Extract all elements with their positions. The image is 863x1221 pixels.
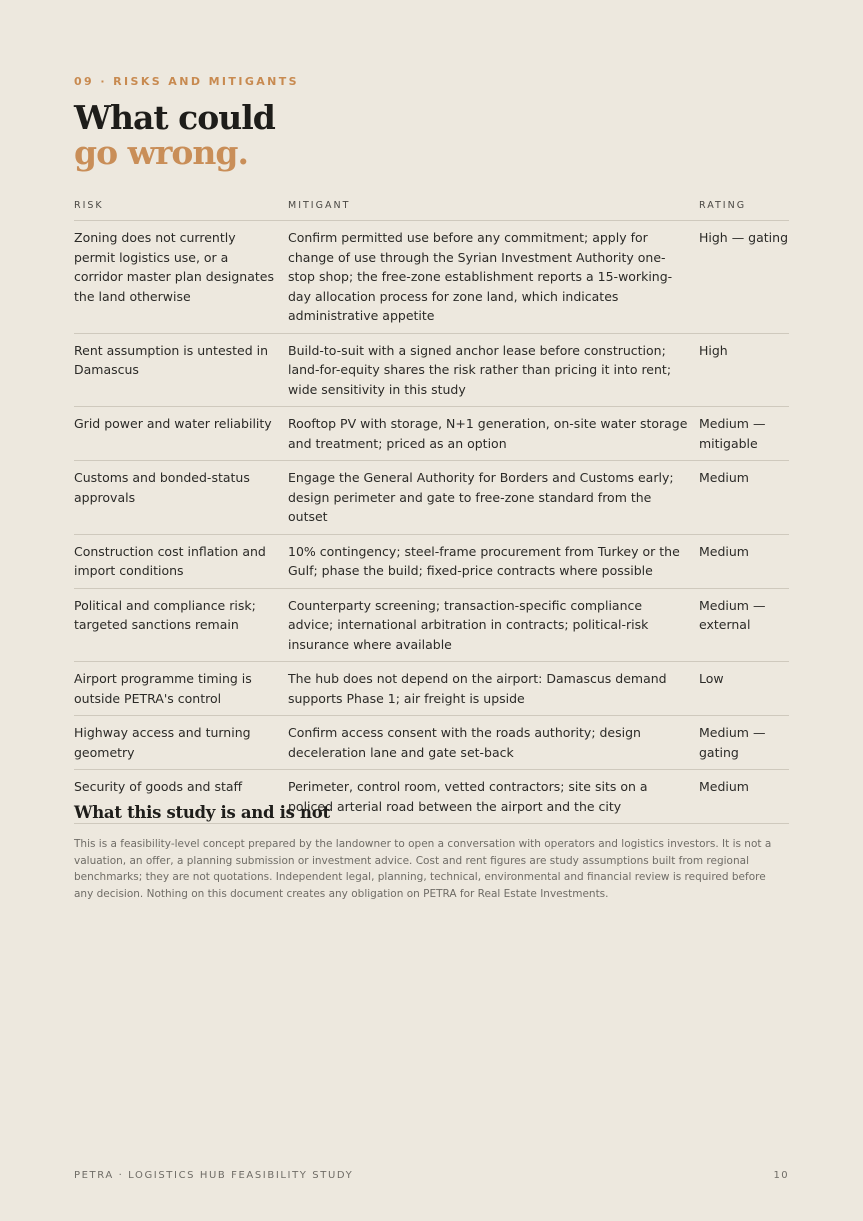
disclaimer-body: This is a feasibility-level concept prepared by the landowner to open a conversation with operators and logistics investors. It is not a valuation, an offer, a planning submission or investment advice. Cost and rent figures are study assumptions built from regional benchmarks; they are not quotations. Independent legal, planning, technical, environmental and financial review is required before any decision. Nothing on this document creates any obligation on PETRA for Real Estate Investments. bbox=[74, 838, 772, 901]
rating-cell: High bbox=[699, 333, 789, 407]
table-row bbox=[74, 461, 789, 535]
risk-cell: Political and compliance risk; targeted sanctions remain bbox=[74, 588, 288, 662]
mitigant-cell: Confirm permitted use before any commitment; apply for change of use through the Syrian Investment Authority one-stop shop; the free-zone establishment reports a 15-working-day allocation process for zone land, which indicates administrative appetite bbox=[288, 221, 699, 334]
section-eyebrow: 09 · RISKS AND MITIGANTS bbox=[74, 75, 299, 88]
risk-cell: Highway access and turning geometry bbox=[74, 716, 288, 770]
rating-cell: Medium — mitigable bbox=[699, 407, 789, 461]
title-line-2-accent: go wrong. bbox=[74, 133, 248, 172]
mitigant-cell: Rooftop PV with storage, N+1 generation, on-site water storage and treatment; priced as an option bbox=[288, 407, 699, 461]
rating-cell: Medium — gating bbox=[699, 716, 789, 770]
table-row bbox=[74, 221, 789, 334]
mitigant-cell: Engage the General Authority for Borders and Customs early; design perimeter and gate to free-zone standard from the outset bbox=[288, 461, 699, 535]
risk-cell: Customs and bonded-status approvals bbox=[74, 461, 288, 535]
rating-cell: Medium — external bbox=[699, 588, 789, 662]
risk-cell: Grid power and water reliability bbox=[74, 407, 288, 461]
rating-cell: Low bbox=[699, 662, 789, 716]
risk-cell: Construction cost inflation and import conditions bbox=[74, 534, 288, 588]
risk-cell: Security of goods and staff bbox=[74, 770, 288, 824]
page-title bbox=[74, 100, 275, 170]
footer-document-title: PETRA · LOGISTICS HUB FEASIBILITY STUDY bbox=[74, 1170, 354, 1181]
table-row bbox=[74, 588, 789, 662]
table-header-row bbox=[74, 196, 789, 221]
rating-cell: Medium bbox=[699, 534, 789, 588]
mitigant-cell: 10% contingency; steel-frame procurement from Turkey or the Gulf; phase the build; fixed-price contracts where possible bbox=[288, 534, 699, 588]
title-line-1: What could bbox=[74, 98, 275, 137]
mitigant-cell: Counterparty screening; transaction-specific compliance advice; international arbitration in contracts; political-risk insurance where available bbox=[288, 588, 699, 662]
rating-cell: High — gating bbox=[699, 221, 789, 334]
risk-cell: Airport programme timing is outside PETRA's control bbox=[74, 662, 288, 716]
column-header-risk: RISK bbox=[74, 196, 288, 221]
table-row bbox=[74, 662, 789, 716]
rating-cell: Medium bbox=[699, 770, 789, 824]
risk-cell: Zoning does not currently permit logistics use, or a corridor master plan designates the land otherwise bbox=[74, 221, 288, 334]
table-row bbox=[74, 534, 789, 588]
risk-cell: Rent assumption is untested in Damascus bbox=[74, 333, 288, 407]
mitigant-cell: Perimeter, control room, vetted contractors; site sits on a policed arterial road between the airport and the city bbox=[288, 770, 699, 824]
mitigant-cell: Confirm access consent with the roads authority; design deceleration lane and gate set-back bbox=[288, 716, 699, 770]
rating-cell: Medium bbox=[699, 461, 789, 535]
table-row bbox=[74, 407, 789, 461]
disclaimer-heading: What this study is and is not bbox=[74, 803, 330, 822]
table-row bbox=[74, 333, 789, 407]
mitigant-cell: The hub does not depend on the airport: Damascus demand supports Phase 1; air freight is upside bbox=[288, 662, 699, 716]
risks-table bbox=[74, 196, 789, 824]
mitigant-cell: Build-to-suit with a signed anchor lease before construction; land-for-equity shares the risk rather than pricing it into rent; wide sensitivity in this study bbox=[288, 333, 699, 407]
column-header-rating: RATING bbox=[699, 196, 789, 221]
page-number: 10 bbox=[773, 1170, 789, 1181]
table-row bbox=[74, 716, 789, 770]
column-header-mitigant: MITIGANT bbox=[288, 196, 699, 221]
